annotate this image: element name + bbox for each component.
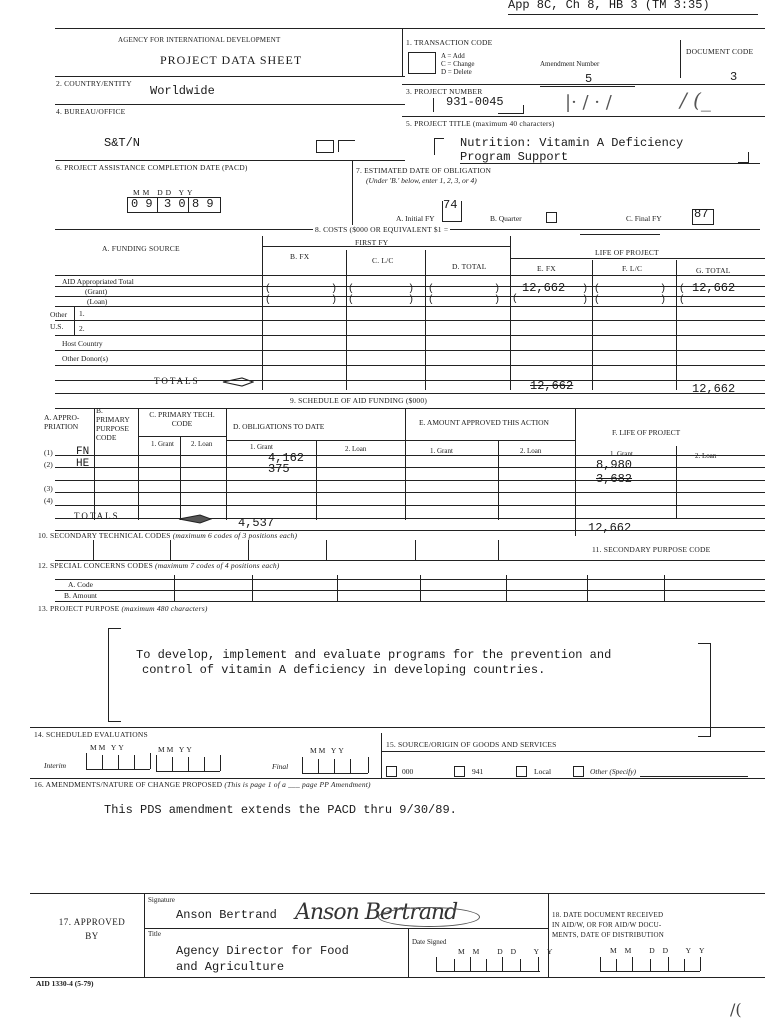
sched-e1: 1. Grant bbox=[430, 447, 453, 455]
approver-signature: Anson Bertrand bbox=[295, 900, 458, 925]
project-title-line2: Program Support bbox=[460, 150, 569, 164]
pacd-mm-dd-yy-label: MM DD YY bbox=[133, 188, 196, 197]
sched-d2: 2. Loan bbox=[345, 445, 367, 453]
project-number-value: 931-0045 bbox=[446, 95, 504, 109]
row-grant: (Grant) bbox=[85, 287, 108, 296]
final-eval-label: Final bbox=[272, 762, 289, 771]
life-of-project-label: LIFE OF PROJECT bbox=[595, 248, 659, 257]
costs-totals-e-fx: 12,662 bbox=[530, 379, 574, 393]
country-label: 2. COUNTRY/ENTITY bbox=[56, 79, 132, 88]
pacd-mm: 0 9 bbox=[131, 197, 153, 211]
sched-d1: 1. Grant bbox=[250, 443, 273, 451]
col-c-lc: C. L/C bbox=[372, 256, 394, 265]
document-code-label: DOCUMENT CODE bbox=[686, 47, 754, 56]
handwritten-mark: / (_ bbox=[680, 88, 711, 112]
sched-f1: 1. Grant bbox=[610, 450, 633, 458]
country-value: Worldwide bbox=[150, 84, 215, 98]
source-local-checkbox[interactable] bbox=[516, 766, 527, 777]
sched-row-1-approp: FN bbox=[76, 446, 90, 458]
quarter-box[interactable] bbox=[546, 212, 557, 223]
pacd-dd: 3 0 bbox=[164, 197, 186, 211]
source-000-label: 000 bbox=[402, 767, 414, 776]
date-signed-label: Date Signed bbox=[412, 938, 447, 946]
transaction-code-label: 1. TRANSACTION CODE bbox=[406, 38, 493, 47]
project-title-line1: Nutrition: Vitamin A Deficiency bbox=[460, 136, 684, 150]
sheet-title: PROJECT DATA SHEET bbox=[160, 53, 303, 67]
sched-col-e: E. AMOUNT APPROVED THIS ACTION bbox=[419, 418, 549, 427]
sched-row-3-num: (3) bbox=[44, 484, 53, 493]
sched-col-f: F. LIFE OF PROJECT bbox=[612, 428, 681, 437]
grant-e-fx: 12,662 bbox=[522, 281, 566, 295]
sched-row-1-f1: 8,980 bbox=[596, 458, 633, 472]
obligation-label: 7. ESTIMATED DATE OF OBLIGATION bbox=[356, 166, 492, 175]
date-signed-mm-dd-yy: MM DD YY bbox=[458, 947, 561, 956]
sched-f2: 2. Loan bbox=[695, 452, 717, 460]
title-label: Title bbox=[148, 930, 161, 938]
sched-totals-d1: 4,537 bbox=[238, 516, 275, 530]
sched-c2: 2. Loan bbox=[191, 440, 213, 448]
sched-c1: 1. Grant bbox=[151, 440, 174, 448]
amendments-label: 16. AMENDMENTS/NATURE OF CHANGE PROPOSED (This is page 1 of a ___ page PP Amendment) bbox=[34, 780, 371, 789]
row-aid-appropriated: AID Appropriated Total bbox=[62, 277, 134, 286]
special-amount-label: B. Amount bbox=[64, 591, 97, 600]
project-number-label: 3. PROJECT NUMBER bbox=[406, 87, 483, 96]
pacd-label: 6. PROJECT ASSISTANCE COMPLETION DATE (PACD) bbox=[56, 163, 248, 172]
sched-row-2-approp: HE bbox=[76, 458, 90, 470]
project-title-label: 5. PROJECT TITLE (maximum 40 characters) bbox=[406, 119, 555, 128]
approved-by-label: 17. APPROVED BY bbox=[58, 917, 126, 941]
sched-e2: 2. Loan bbox=[520, 447, 542, 455]
sched-col-c: C. PRIMARY TECH. CODE bbox=[149, 410, 215, 428]
totals-arrow-icon bbox=[222, 374, 254, 382]
obligation-sub: (Under 'B.' below, enter 1, 2, 3, or 4) bbox=[366, 176, 477, 185]
final-fy-label: C. Final FY bbox=[626, 214, 662, 223]
sched-col-a: A. APPRO- PRIATION bbox=[44, 413, 80, 431]
sched-totals-label: TOTALS bbox=[74, 511, 120, 521]
schedule-title: 9. SCHEDULE OF AID FUNDING ($000) bbox=[290, 396, 428, 405]
project-purpose-line1: To develop, implement and evaluate programs for the prevention and bbox=[136, 648, 612, 662]
initial-fy-value: 74 bbox=[443, 198, 458, 212]
initial-fy-label: A. Initial FY bbox=[396, 214, 435, 223]
form-number: AID 1330-4 (5-79) bbox=[36, 979, 94, 988]
sched-row-2-d1: 375 bbox=[268, 462, 290, 476]
final-eval-date[interactable] bbox=[302, 757, 368, 774]
source-000-checkbox[interactable] bbox=[386, 766, 397, 777]
row-other-donors: Other Donor(s) bbox=[62, 354, 109, 363]
top-reference: App 8C, Ch 8, HB 3 (TM 3:35) bbox=[508, 0, 710, 12]
amendment-number: 5 bbox=[585, 72, 593, 86]
signature-label: Signature bbox=[148, 896, 175, 904]
col-f-lc: F. L/C bbox=[622, 264, 643, 273]
handwritten-initials: |· / · / bbox=[565, 92, 612, 113]
col-g-total: G. TOTAL bbox=[696, 266, 731, 275]
source-941-label: 941 bbox=[472, 767, 484, 776]
row-other-2: 2. bbox=[79, 324, 85, 333]
sched-col-d: D. OBLIGATIONS TO DATE bbox=[233, 422, 325, 431]
funding-source-label: A. FUNDING SOURCE bbox=[102, 244, 180, 253]
project-purpose-line2: control of vitamin A deficiency in developing countries. bbox=[142, 663, 546, 677]
project-purpose-label: 13. PROJECT PURPOSE (maximum 480 characters) bbox=[38, 604, 208, 613]
interim-mm-yy-1: MM YY bbox=[90, 743, 126, 752]
approver-name: Anson Bertrand bbox=[176, 908, 277, 922]
source-origin-label: 15. SOURCE/ORIGIN OF GOODS AND SERVICES bbox=[386, 740, 557, 749]
secondary-tech-label: 10. SECONDARY TECHNICAL CODES (maximum 6 codes of 3 positions each) bbox=[38, 531, 298, 540]
transaction-code-box[interactable] bbox=[408, 52, 436, 74]
date-received-mm-dd-yy: MM DD YY bbox=[610, 946, 713, 955]
source-other-label: Other (Specify) bbox=[590, 767, 637, 776]
quarter-label: B. Quarter bbox=[490, 214, 522, 223]
secondary-purpose-label: 11. SECONDARY PURPOSE CODE bbox=[592, 545, 711, 554]
approver-title-line1: Agency Director for Food bbox=[176, 944, 349, 958]
document-code: 3 bbox=[730, 70, 738, 84]
pacd-yy: 8 9 bbox=[192, 197, 214, 211]
row-loan: (Loan) bbox=[87, 297, 108, 306]
grant-g-total: 12,662 bbox=[692, 281, 736, 295]
special-code-label: A. Code bbox=[68, 580, 93, 589]
sched-totals-f1: 12,662 bbox=[588, 521, 632, 535]
source-941-checkbox[interactable] bbox=[454, 766, 465, 777]
col-e-fx: E. FX bbox=[537, 264, 556, 273]
amendments-text: This PDS amendment extends the PACD thru 9/30/89. bbox=[104, 803, 457, 817]
first-fy-label: FIRST FY bbox=[355, 238, 389, 247]
final-mm-yy: MM YY bbox=[310, 746, 346, 755]
sched-col-b: B. PRIMARY PURPOSE CODE bbox=[96, 406, 130, 442]
row-host-country: Host Country bbox=[62, 339, 103, 348]
date-signed-field[interactable] bbox=[436, 957, 540, 972]
sched-row-1-num: (1) bbox=[44, 448, 53, 457]
approver-title-line2: and Agriculture bbox=[176, 960, 285, 974]
source-local-label: Local bbox=[534, 767, 552, 776]
row-other-us: Other U.S. bbox=[50, 310, 68, 331]
amendment-number-label: Amendment Number bbox=[540, 60, 600, 68]
sched-totals-arrow-icon bbox=[178, 511, 210, 519]
sched-row-2-num: (2) bbox=[44, 460, 53, 469]
sched-row-1-d1: 4,162 bbox=[268, 451, 305, 465]
source-other-checkbox[interactable] bbox=[573, 766, 584, 777]
bureau-label: 4. BUREAU/OFFICE bbox=[56, 107, 126, 116]
interim-label: Interim bbox=[44, 761, 67, 770]
transaction-code-options: A = Add C = Change D = Delete bbox=[441, 52, 475, 76]
sched-row-2-f1: 3,682 bbox=[596, 472, 633, 486]
sched-row-4-num: (4) bbox=[44, 496, 53, 505]
costs-totals-g-total: 12,662 bbox=[692, 382, 736, 396]
costs-totals-label: TOTALS bbox=[154, 376, 200, 386]
bureau-value: S&T/N bbox=[104, 136, 141, 150]
costs-title: 8. COSTS ($000 OR EQUIVALENT $1 = bbox=[315, 225, 449, 234]
date-received-label: 18. DATE DOCUMENT RECEIVED IN AID/W, OR FOR AID/W DOCU- MENTS, DATE OF DISTRIBUTION bbox=[552, 911, 664, 939]
interim-mm-yy-2: MM YY bbox=[158, 745, 194, 754]
col-b-fx: B. FX bbox=[290, 252, 310, 261]
col-d-total: D. TOTAL bbox=[452, 262, 487, 271]
evaluations-label: 14. SCHEDULED EVALUATIONS bbox=[34, 730, 148, 739]
final-fy-value: 87 bbox=[694, 207, 709, 221]
special-concerns-label: 12. SPECIAL CONCERNS CODES (maximum 7 codes of 4 positions each) bbox=[38, 561, 280, 570]
agency-name: AGENCY FOR INTERNATIONAL DEVELOPMENT bbox=[118, 36, 281, 44]
row-other-1: 1. bbox=[79, 309, 85, 318]
bureau-code-box[interactable] bbox=[316, 140, 334, 153]
